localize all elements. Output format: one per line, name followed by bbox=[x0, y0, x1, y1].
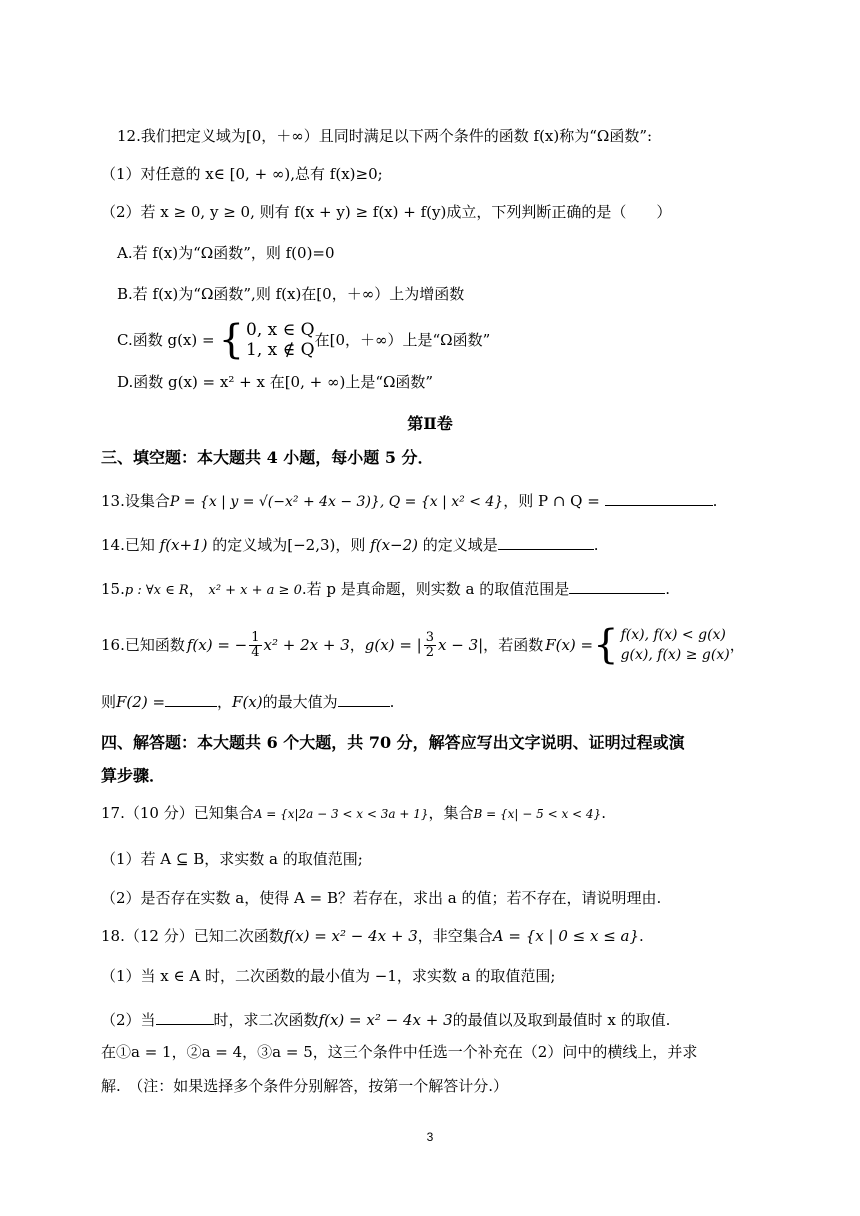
q16-F2-blank[interactable] bbox=[165, 690, 217, 707]
section-4-heading-line-2: 算步骤． bbox=[101, 766, 166, 785]
q12-option-c: C.函数 g(x) = { 0, x ∈ Q 1, x ∉ Q 在[0，＋∞）上是“Ω函数” bbox=[117, 317, 491, 363]
q12-option-b: B.若 f(x)为“Ω函数”,则 f(x)在[0，＋∞）上为增函数 bbox=[117, 285, 465, 303]
page-number: 3 bbox=[426, 1130, 434, 1144]
q16-max-blank[interactable] bbox=[338, 690, 390, 707]
q12-condition-2: （2）若 x ≥ 0, y ≥ 0, 则有 f(x + y) ≥ f(x) + f(y)成立，下列判断正确的是（ ） bbox=[101, 203, 672, 221]
q18-choice-line-1: 在①a = 1，②a = 4，③a = 5，这三个条件中任选一个补充在（2）问中的横线上，并求 bbox=[101, 1043, 698, 1061]
section-4-heading-line-1: 四、解答题：本大题共 6 个大题，共 70 分，解答应写出文字说明、证明过程或演 bbox=[101, 733, 685, 752]
section-3-heading: 三、填空题：本大题共 4 小题，每小题 5 分． bbox=[101, 448, 434, 467]
q16-line-2: 则F(2) = ，F(x)的最大值为 . bbox=[101, 690, 394, 712]
section-2-title: 第Ⅱ卷 bbox=[407, 414, 453, 433]
q13-answer-blank[interactable] bbox=[605, 489, 713, 506]
q17-stem: 17.（10 分）已知集合A = {x|2a − 3 < x < 3a + 1}，集合B = {x| − 5 < x < 4}. bbox=[101, 804, 606, 822]
q14-answer-blank[interactable] bbox=[498, 533, 594, 550]
q14: 14.已知 f(x+1) 的定义域为[−2,3)，则 f(x−2) 的定义域是 . bbox=[101, 533, 599, 555]
q13: 13.设集合P = {x | y = √(−x² + 4x − 3)}, Q = {x | x² < 4}，则 P ∩ Q = . bbox=[101, 489, 717, 512]
fraction-three-halves: $\frac{3}{2}$ bbox=[425, 629, 434, 660]
q18-condition-blank[interactable] bbox=[156, 1008, 214, 1025]
q17-part-1: （1）若 A ⊆ B，求实数 a 的取值范围; bbox=[101, 850, 363, 868]
q18-choice-line-2: 解. （注：如果选择多个条件分别解答，按第一个解答计分.） bbox=[101, 1077, 509, 1095]
q17-part-2: （2）是否存在实数 a，使得 A = B？若存在，求出 a 的值；若不存在，请说明理由. bbox=[101, 889, 662, 907]
q15: 15.p : ∀x ∈ R， x² + x + a ≥ 0.若 p 是真命题，则实数 a 的取值范围是 . bbox=[101, 577, 670, 601]
piecewise-g: { 0, x ∈ Q 1, x ∉ Q bbox=[218, 317, 315, 363]
q12-stem: 12.我们把定义域为[0，＋∞）且同时满足以下两个条件的函数 f(x)称为“Ω函数”: bbox=[117, 127, 653, 145]
q15-answer-blank[interactable] bbox=[569, 577, 665, 594]
q12-condition-1: （1）对任意的 x∈ [0, + ∞),总有 f(x)≥0; bbox=[101, 165, 383, 183]
q16: 16.已知函数 f(x) = − $\frac{1}{4}$ x² + 2x + 3 ， g(x) = | $\frac{3}{2}$ x − 3| ， 若函数 F(x) = { f(x), f(x) < g(x) g(x), f(x) ≥ g(x) ， bbox=[101, 622, 745, 668]
q18-part-1: （1）当 x ∈ A 时，二次函数的最小值为 −1，求实数 a 的取值范围; bbox=[101, 967, 556, 985]
q18-part-2: （2）当 时，求二次函数f(x) = x² − 4x + 3的最值以及取到最值时 x 的取值. bbox=[101, 1008, 670, 1030]
q18-stem: 18.（12 分）已知二次函数f(x) = x² − 4x + 3，非空集合A = {x | 0 ≤ x ≤ a}. bbox=[101, 927, 644, 945]
q12-option-d: D.函数 g(x) = x² + x 在[0, + ∞)上是“Ω函数” bbox=[117, 373, 434, 391]
piecewise-F: { f(x), f(x) < g(x) g(x), f(x) ≥ g(x) bbox=[593, 622, 730, 668]
fraction-one-quarter: $\frac{1}{4}$ bbox=[251, 629, 260, 660]
q12-option-a: A.若 f(x)为“Ω函数”，则 f(0)=0 bbox=[117, 244, 335, 262]
